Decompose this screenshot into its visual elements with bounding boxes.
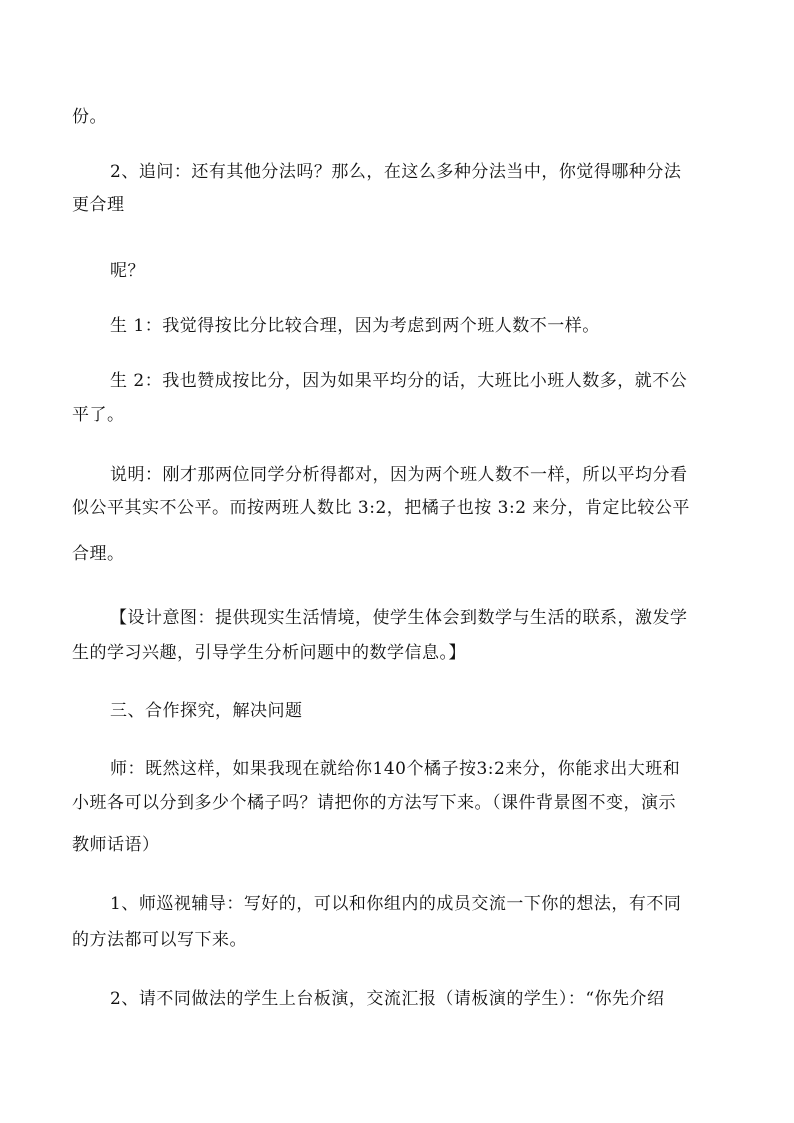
text-line: 教师话语） (72, 835, 160, 855)
text-line: 师：既然这样，如果我现在就给你140个橘子按3:2来分，你能求出大班和 (110, 759, 681, 779)
text-line: 小班各可以分到多少个橘子吗？请把你的方法写下来。（课件背景图不变，演示 (72, 793, 676, 813)
text-line: 说明：刚才那两位同学分析得都对，因为两个班人数不一样，所以平均分看 (110, 465, 688, 485)
text-line: 生 1：我觉得按比分比较合理，因为考虑到两个班人数不一样。 (110, 316, 600, 336)
text-line: 合理。 (72, 544, 125, 564)
design-intent-line: 生的学习兴趣，引导学生分析问题中的数学信息。】 (72, 643, 466, 663)
text-line: 平了。 (72, 405, 125, 425)
design-intent-line: 【设计意图：提供现实生活情境，使学生体会到数学与生活的联系，激发学 (110, 608, 688, 628)
text-line: 1、师巡视辅导：写好的，可以和你组内的成员交流一下你的想法，有不同 (110, 894, 682, 914)
text-line: 的方法都可以写下来。 (72, 930, 247, 950)
text-line: 2、追问：还有其他分法吗？那么，在这么多种分法当中，你觉得哪种分法 (110, 162, 682, 182)
text-line: 份。 (72, 107, 107, 127)
text-line: 更合理 (72, 195, 125, 215)
section-heading: 三、合作探究，解决问题 (110, 701, 303, 721)
text-line: 2、请不同做法的学生上台板演，交流汇报（请板演的学生）：“你先介绍 (110, 989, 665, 1009)
text-line: 呢？ (110, 261, 145, 281)
text-line: 似公平其实不公平。而按两班人数比 3:2，把橘子也按 3:2 来分，肯定比较公平 (72, 498, 690, 518)
text-line: 生 2：我也赞成按比分，因为如果平均分的话，大班比小班人数多，就不公 (110, 371, 688, 391)
